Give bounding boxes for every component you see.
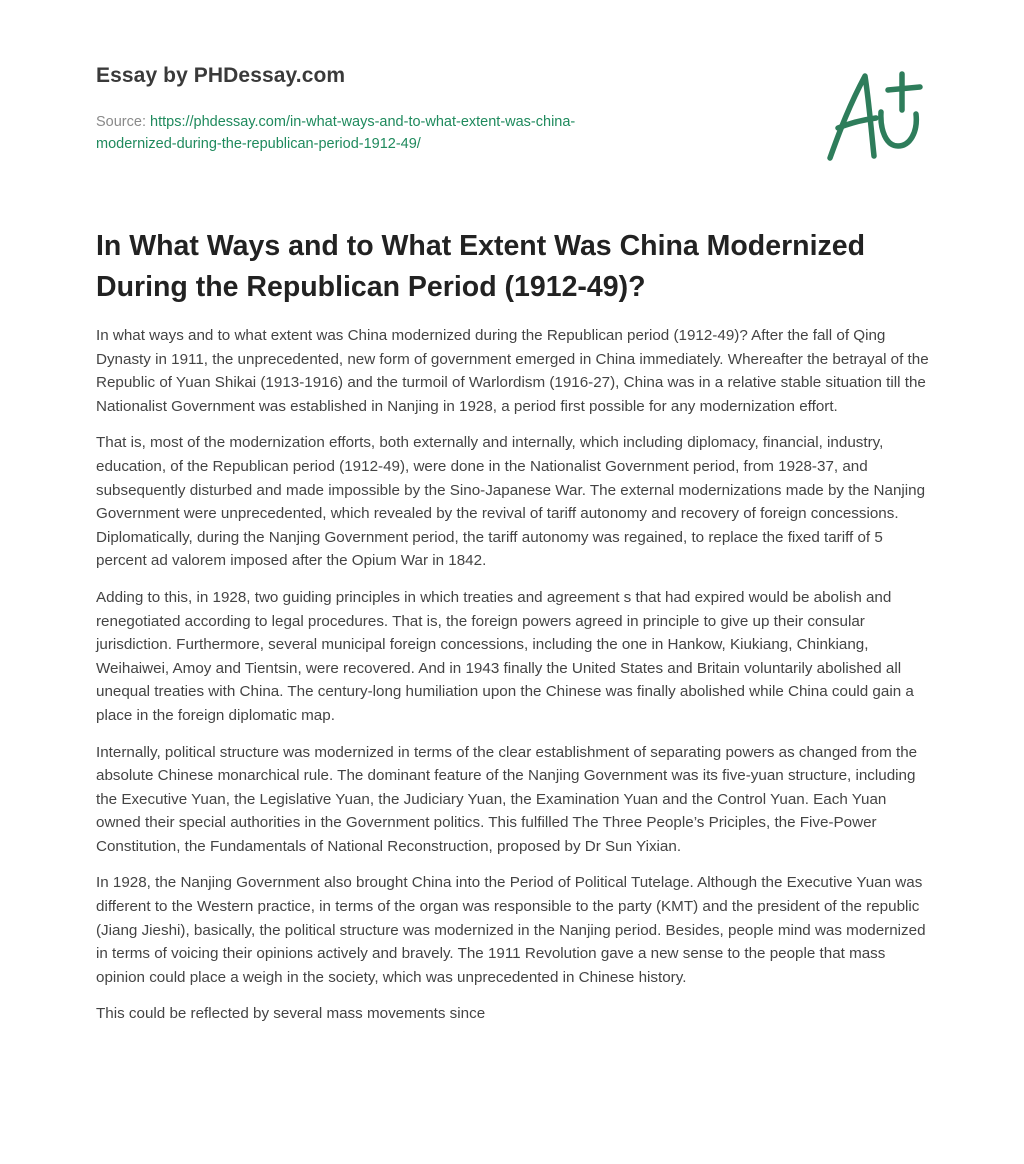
essay-body [96,324,932,1039]
a-plus-logo-icon [818,66,932,166]
paragraph: This could be reflected by several mass movements since [96,1005,486,1023]
paragraph: In 1928, the Nanjing Government also brought China into the Period of Political Tutelage. Although the Executive Yuan was different to the Western practice, in terms of the organ was responsible to the party (KMT) and the president of the republic (Jiang Jieshi), basically, the political structure was modernized in the Nanjing period. Besides, people mind was modernized in terms of voicing their opinions actively and bravely. The 1911 Revolution gave a new sense to the people that mass opinion could place a weigh in the society, which was unprecedented in Chinese history. [96,874,926,986]
site-brand: Essay by PHDessay.com [96,64,346,87]
paragraph: Adding to this, in 1928, two guiding principles in which treaties and agreement s that had expired would be abolish and renegotiated according to legal procedures. That is, the foreign powers agreed in principle to give up their consular jurisdiction. Furthermore, several municipal foreign concessions, including the one in Hankow, Kiukiang, Chinkiang, Weihaiwei, Amoy and Tientsin, were recovered. And in 1943 finally the United States and Britain voluntarily abolished all unequal treaties with China. The century-long humiliation upon the Chinese was finally abolished while China could gain a place in the foreign diplomatic map. [96,588,914,724]
source-link-line2: modernized-during-the-republican-period-1912-49/ [96,136,421,152]
source-line [96,111,736,155]
paragraph: In what ways and to what extent was China modernized during the Republican period (1912-49)? After the fall of Qing Dynasty in 1911, the unprecedented, new form of government emerged in China immediately. Whereafter the betrayal of the Republic of Yuan Shikai (1913-1916) and the turmoil of Warlordism (1916-27), China was in a relative stable situation till the Nationalist Government was established in Nanjing in 1928, a period first possible for any modernization effort. [96,327,929,415]
source-link-line1: https://phdessay.com/in-what-ways-and-to-what-extent-was-china- [150,114,576,130]
paragraph: Internally, political structure was modernized in terms of the clear establishment of separating powers as changed from the absolute Chinese monarchical rule. The dominant feature of the Nanjing Government was its five-yuan structure, including the Executive Yuan, the Legislative Yuan, the Judiciary Yuan, the Examination Yuan and the Control Yuan. Each Yuan owned their special authorities in the Government politics. This fulfilled The Three People’s Priciples, the Five-Power Constitution, the Fundamentals of National Reconstruction, proposed by Dr Sun Yixian. [96,743,918,855]
essay-title: In What Ways and to What Extent Was China Modernized During the Republican Period (1912-49)? [96,230,865,303]
source-link[interactable] [96,114,575,152]
source-label: Source: [96,114,146,130]
paragraph: That is, most of the modernization efforts, both externally and internally, which including diplomacy, financial, industry, education, of the Republican period (1912-49), were done in the Nationalist Government period, from 1928-37, and subsequently disturbed and made impossible by the Sino-Japanese War. The external modernizations made by the Nanjing Government were unprecedented, which revealed by the revival of tariff autonomy and recovery of foreign concessions. Diplomatically, during the Nanjing Government period, the tariff autonomy was regained, to replace the fixed tariff of 5 percent ad valorem imposed after the Opium War in 1842. [96,434,926,570]
